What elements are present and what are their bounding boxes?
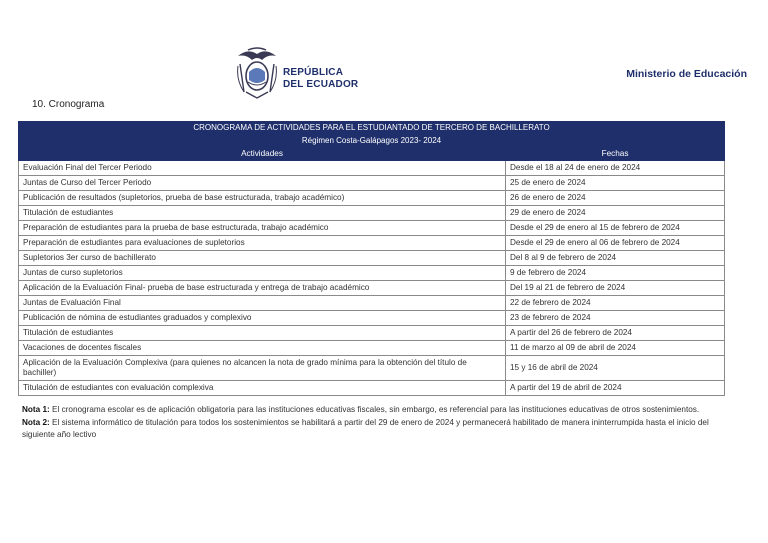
table-row: [19, 191, 725, 206]
table-row: [19, 381, 725, 396]
activity-cell: Preparación de estudiantes para la prueba de base estructurada, trabajo académico: [19, 221, 506, 236]
date-cell: A partir del 26 de febrero de 2024: [506, 326, 725, 341]
date-cell: 26 de enero de 2024: [506, 191, 725, 206]
table-row: [19, 341, 725, 356]
date-cell: 15 y 16 de abril de 2024: [506, 356, 725, 381]
activity-cell: Publicación de resultados (supletorios, prueba de base estructurada, trabajo académico): [19, 191, 506, 206]
schedule-table: [18, 121, 725, 396]
activity-cell: Juntas de Evaluación Final: [19, 296, 506, 311]
table-row: [19, 221, 725, 236]
table-row: [19, 296, 725, 311]
activity-cell: Titulación de estudiantes: [19, 326, 506, 341]
table-row: [19, 251, 725, 266]
table-row: [19, 236, 725, 251]
table-title-row: [19, 122, 725, 135]
activity-cell: Supletorios 3er curso de bachillerato: [19, 251, 506, 266]
date-cell: Desde el 29 de enero al 06 de febrero de 2024: [506, 236, 725, 251]
date-cell: A partir del 19 de abril de 2024: [506, 381, 725, 396]
date-cell: 9 de febrero de 2024: [506, 266, 725, 281]
activity-cell: Evaluación Final del Tercer Periodo: [19, 161, 506, 176]
date-cell: Del 19 al 21 de febrero de 2024: [506, 281, 725, 296]
table-row: [19, 206, 725, 221]
activity-cell: Aplicación de la Evaluación Final- prueba de base estructurada y entrega de trabajo académico: [19, 281, 506, 296]
column-header-dates: Fechas: [506, 148, 725, 161]
table-header-row: [19, 148, 725, 161]
table-row: [19, 176, 725, 191]
date-cell: Del 8 al 9 de febrero de 2024: [506, 251, 725, 266]
table-row: [19, 311, 725, 326]
activity-cell: Publicación de nómina de estudiantes graduados y complexivo: [19, 311, 506, 326]
activity-cell: Titulación de estudiantes con evaluación complexiva: [19, 381, 506, 396]
section-title: 10. Cronograma: [32, 99, 105, 110]
activity-cell: Juntas de curso supletorios: [19, 266, 506, 281]
activity-cell: Vacaciones de docentes fiscales: [19, 341, 506, 356]
note-2: Nota 2: El sistema informático de titulación para todos los sostenimientos se habilitará a partir del 29 de enero de 2024 y permanecerá habilitado de manera ininterrumpida hasta el inicio del siguiente año lectivo: [22, 418, 709, 439]
activity-cell: Juntas de Curso del Tercer Periodo: [19, 176, 506, 191]
table-row: [19, 266, 725, 281]
page-header: [0, 0, 768, 100]
date-cell: 25 de enero de 2024: [506, 176, 725, 191]
table-row: [19, 281, 725, 296]
date-cell: Desde el 18 al 24 de enero de 2024: [506, 161, 725, 176]
table-title: CRONOGRAMA DE ACTIVIDADES PARA EL ESTUDIANTADO DE TERCERO DE BACHILLERATO: [19, 122, 725, 135]
column-header-activities: Actividades: [19, 148, 506, 161]
activity-cell: Preparación de estudiantes para evaluaciones de supletorios: [19, 236, 506, 251]
country-name: REPÚBLICA DEL ECUADOR: [283, 67, 359, 90]
coat-of-arms-icon: [234, 46, 280, 102]
notes: [22, 404, 732, 442]
table-subtitle: Régimen Costa-Galápagos 2023- 2024: [19, 135, 725, 148]
date-cell: Desde el 29 de enero al 15 de febrero de 2024: [506, 221, 725, 236]
table-row: [19, 326, 725, 341]
table-subtitle-row: [19, 135, 725, 148]
ministry-name: Ministerio de Educación: [626, 68, 747, 80]
date-cell: 22 de febrero de 2024: [506, 296, 725, 311]
activity-cell: Aplicación de la Evaluación Complexiva (para quienes no alcancen la nota de grado mínima para la obtención del título de bachiller): [19, 356, 506, 381]
note-1: Nota 1: El cronograma escolar es de aplicación obligatoria para las instituciones educativas fiscales, sin embargo, es referencial para las instituciones educativas de otros sostenimientos.: [22, 405, 700, 414]
table-body: [19, 161, 725, 396]
table-row: [19, 161, 725, 176]
table-row: [19, 356, 725, 381]
activity-cell: Titulación de estudiantes: [19, 206, 506, 221]
date-cell: 29 de enero de 2024: [506, 206, 725, 221]
date-cell: 23 de febrero de 2024: [506, 311, 725, 326]
date-cell: 11 de marzo al 09 de abril de 2024: [506, 341, 725, 356]
